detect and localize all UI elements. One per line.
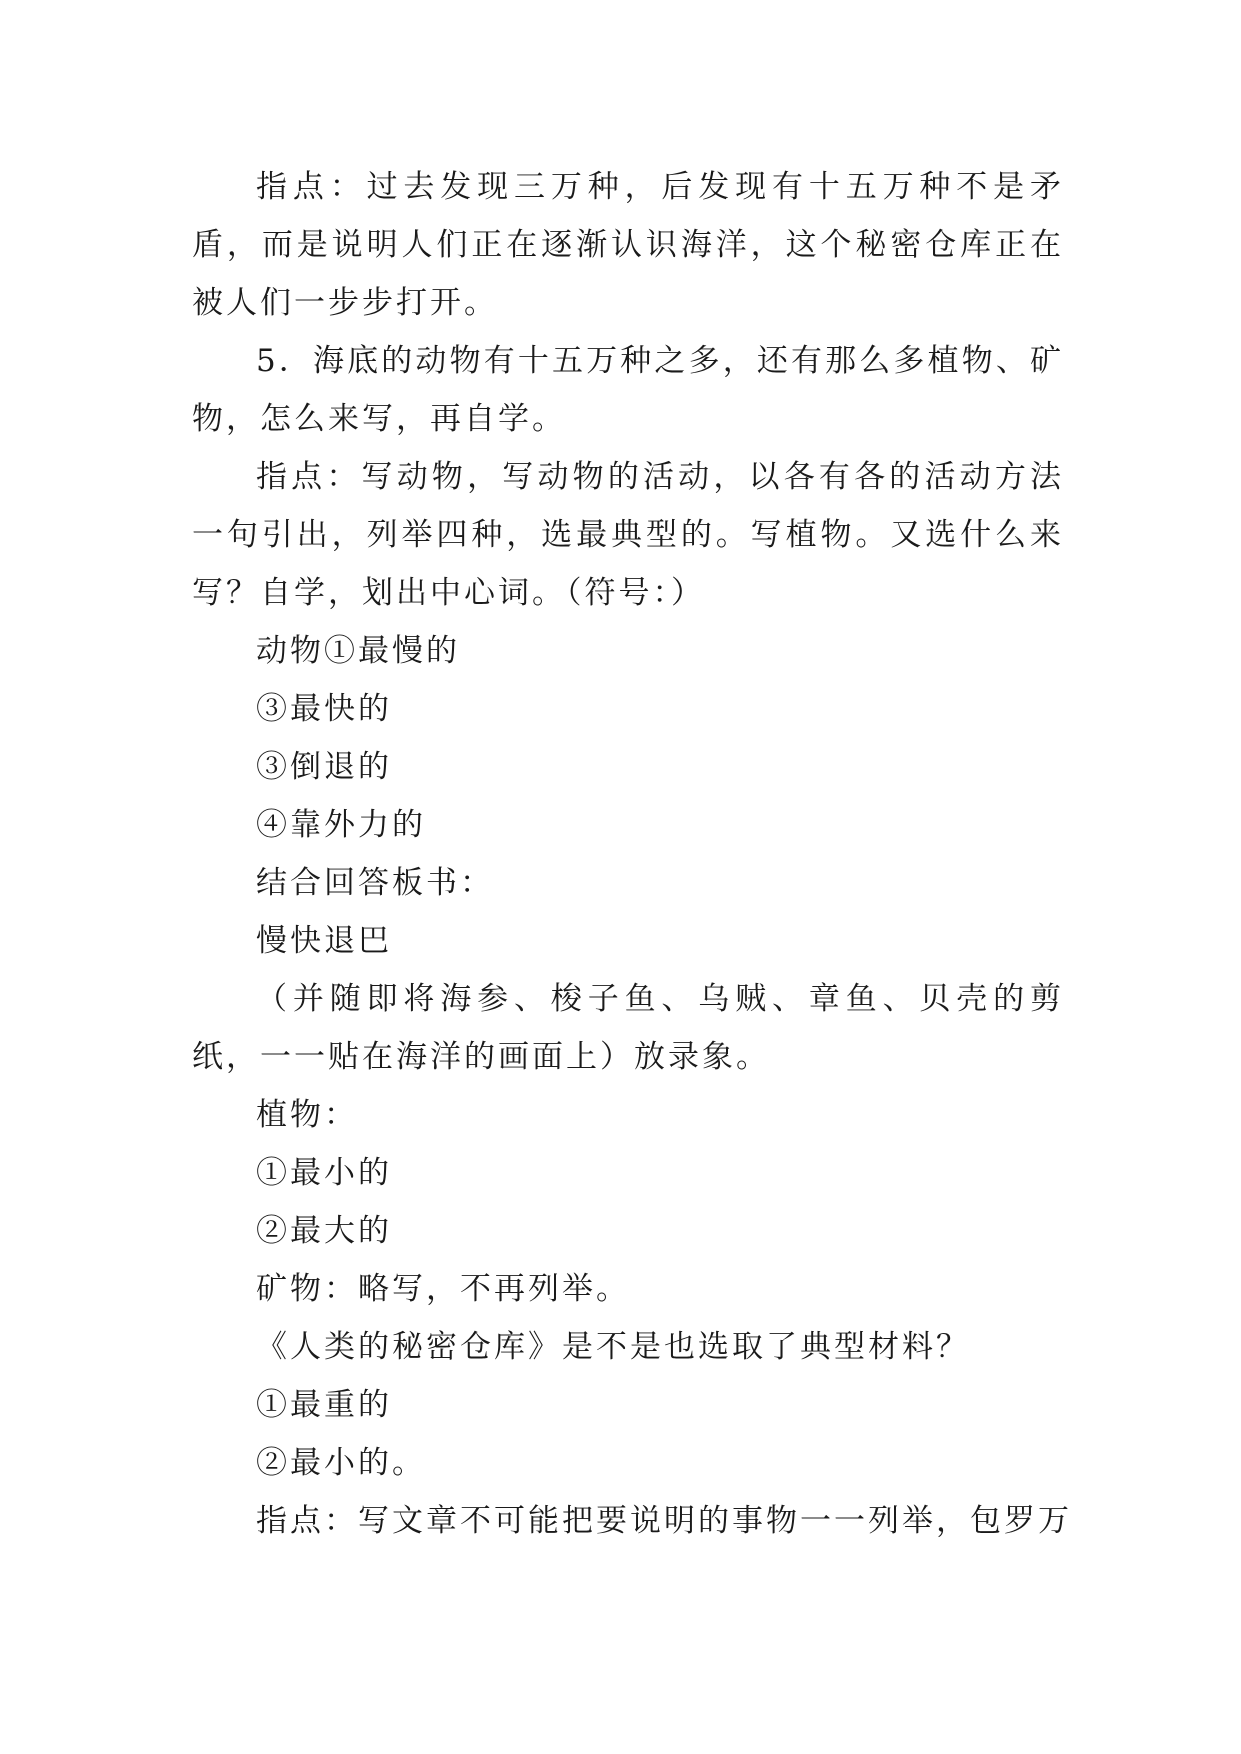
line-minerals: 矿物：略写，不再列举。 (256, 1271, 630, 1307)
paragraph-paper-cutouts: （并随即将海参、梭子鱼、乌贼、章鱼、贝壳的剪纸，一一贴在海洋的画面上）放录象。 (192, 981, 1064, 1075)
line-blackboard-heading: 结合回答板书： (256, 865, 494, 901)
list-item-heaviest: ①最重的 (256, 1387, 392, 1423)
paragraph-pointer-2: 指点：写动物，写动物的活动，以各有各的活动方法一句引出，列举四种，选最典型的。写植物。又选什么来写？自学，划出中心词。（符号：） (192, 459, 1064, 611)
list-item-plant-largest: ②最大的 (256, 1213, 392, 1249)
paragraph-item-5: 5．海底的动物有十五万种之多，还有那么多植物、矿物，怎么来写，再自学。 (192, 343, 1064, 437)
line-plants-heading: 植物： (256, 1097, 358, 1133)
document-body (192, 158, 1072, 1550)
paragraph-pointer-3: 指点：写文章不可能把要说明的事物一一列举，包罗万 (256, 1503, 1072, 1539)
list-item-animal-external-force: ④靠外力的 (256, 807, 426, 843)
paragraph-pointer-1: 指点：过去发现三万种，后发现有十五万种不是矛盾，而是说明人们正在逐渐认识海洋，这个秘密仓库正在被人们一步步打开。 (192, 169, 1064, 321)
list-item-smallest: ②最小的。 (256, 1445, 426, 1481)
line-blackboard-words: 慢快退巴 (256, 923, 392, 959)
list-item-plant-smallest: ①最小的 (256, 1155, 392, 1191)
list-item-animal-fastest: ③最快的 (256, 691, 392, 727)
line-question-typical-material: 《人类的秘密仓库》是不是也选取了典型材料？ (256, 1329, 970, 1365)
list-item-animal-slowest: 动物①最慢的 (256, 633, 460, 669)
list-item-animal-backward: ③倒退的 (256, 749, 392, 785)
